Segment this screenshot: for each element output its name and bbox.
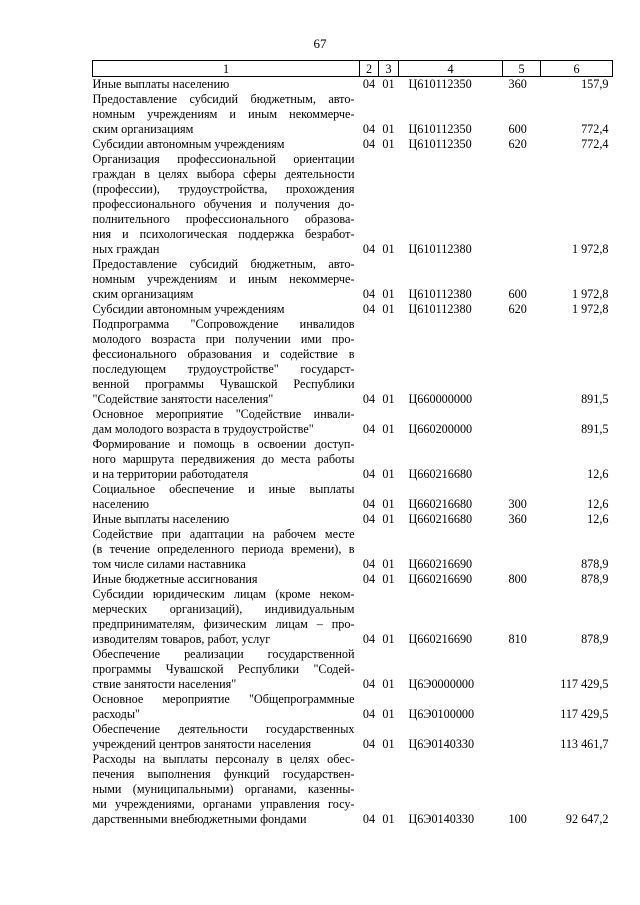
description-line: Социальное обеспечение и иные выплаты [92,482,355,496]
row-expense-type: 360 [508,77,527,91]
description-line: венной программы Чувашской Республики [92,377,355,391]
row-expense-type: 800 [508,572,527,586]
row-section-code: 04 [362,737,376,751]
row-amount: 117 429,5 [560,677,609,691]
description-line: "Содействие занятости населения" [92,392,274,406]
row-section-code: 04 [362,467,376,481]
description-line: учреждений центров занятости населения [92,737,312,751]
row-description [93,152,360,257]
row-subsection-code: 01 [382,302,395,316]
row-subsection-code: 01 [382,287,395,301]
row-expense-type: 100 [508,812,527,826]
row-section-code: 04 [362,632,376,646]
table-row [93,752,613,827]
description-line: ных граждан [92,242,160,256]
row-subsection-code: 01 [382,812,395,826]
row-target-article: Ц660216680 [408,497,473,511]
row-description [93,572,360,587]
description-line: (в течение определенного периода времени), в [92,542,355,556]
row-subsection-code: 01 [382,557,395,571]
row-description [93,257,360,302]
description-line: ским организациям [92,287,194,301]
row-subsection-code: 01 [382,497,395,511]
row-amount: 878,9 [581,632,609,646]
row-section-code: 04 [362,677,376,691]
table-row [93,437,613,482]
description-line: ствие занятости населения" [92,677,237,691]
row-section-code: 04 [362,122,376,136]
row-section-code: 04 [362,422,376,436]
description-line: последующем трудоустройстве" государст- [92,362,355,376]
table-row [93,302,613,317]
description-line: Организация профессиональной ориентации [92,152,355,166]
description-line: Иные выплаты населению [92,512,230,526]
description-line: программы Чувашской Республики "Содей- [92,662,355,676]
description-line: номным учреждениям и иным некоммерче- [92,107,355,121]
row-expense-type [503,527,541,572]
header-col-3: 3 [379,61,399,77]
description-line: печения выполнения функций государствен- [92,767,355,781]
row-expense-type [503,692,541,722]
row-section-code: 04 [362,572,376,586]
row-expense-type [503,722,541,752]
row-subsection-code: 01 [382,77,395,91]
row-target-article: Ц6Э0100000 [408,707,475,721]
row-subsection-code: 01 [382,632,395,646]
row-amount: 891,5 [581,422,609,436]
row-target-article: Ц610112350 [408,77,472,91]
table-row [93,512,613,527]
row-expense-type: 600 [508,122,527,136]
budget-table [92,60,613,827]
description-line: и на территории работодателя [92,467,249,481]
table-row [93,722,613,752]
row-expense-type: 620 [508,137,527,151]
table-header-row [93,61,613,77]
row-target-article: Ц660216680 [408,467,473,481]
description-line: ного маршрута передвижения до места работы [92,452,355,466]
row-expense-type [503,407,541,437]
row-subsection-code: 01 [382,137,395,151]
row-description [93,482,360,512]
description-line: профессионального обучения и получения до- [92,197,355,211]
row-target-article: Ц660216690 [408,557,473,571]
description-line: дам молодого возраста в трудоустройстве" [92,422,314,436]
description-line: (профессии), трудоустройства, прохождения [92,182,355,196]
row-subsection-code: 01 [382,512,395,526]
table-row [93,257,613,302]
table-row [93,572,613,587]
table-row [93,407,613,437]
header-col-1: 1 [93,61,360,77]
row-section-code: 04 [362,137,376,151]
row-description [93,437,360,482]
row-expense-type: 300 [508,497,527,511]
row-description [93,722,360,752]
table-row [93,152,613,257]
row-amount: 12,6 [587,497,609,511]
description-line: фессионального образования и содействие в [92,347,355,361]
row-amount: 117 429,5 [560,707,609,721]
header-col-4: 4 [399,61,503,77]
row-subsection-code: 01 [382,572,395,586]
page-number: 67 [313,36,327,51]
row-subsection-code: 01 [382,737,395,751]
row-expense-type: 810 [508,632,527,646]
row-target-article: Ц610112350 [408,137,472,151]
row-expense-type: 360 [508,512,527,526]
row-subsection-code: 01 [382,677,395,691]
row-expense-type [503,437,541,482]
description-line: том числе силами наставника [92,557,246,571]
description-line: расходы" [92,707,140,721]
row-target-article: Ц660200000 [408,422,473,436]
row-target-article: Ц6Э0140330 [408,812,475,826]
table-row [93,692,613,722]
row-subsection-code: 01 [382,242,395,256]
description-line: ми учреждениями, органами управления госу- [92,797,355,811]
row-subsection-code: 01 [382,467,395,481]
description-line: Формирование и помощь в освоении доступ- [92,437,355,451]
row-amount: 891,5 [581,392,609,406]
table-row [93,647,613,692]
row-amount: 878,9 [581,557,609,571]
description-line: изводителям товаров, работ, услуг [92,632,271,646]
row-amount: 1 972,8 [571,287,609,301]
row-section-code: 04 [362,242,376,256]
row-amount: 1 972,8 [571,242,609,256]
row-section-code: 04 [362,77,376,91]
description-line: номным учреждениям и иным некоммерче- [92,272,355,286]
row-amount: 92 647,2 [565,812,609,826]
row-target-article: Ц610112380 [408,287,472,301]
description-line: Субсидии автономным учреждениям [92,302,285,316]
description-line: предпринимателям, физическим лицам – про- [92,617,355,631]
row-target-article: Ц610112380 [408,242,472,256]
row-section-code: 04 [362,512,376,526]
description-line: Подпрограмма "Сопровождение инвалидов [92,317,355,331]
row-subsection-code: 01 [382,122,395,136]
header-col-2: 2 [360,61,379,77]
header-col-6: 6 [541,61,613,77]
description-line: ским организациям [92,122,194,136]
description-line: ния и психологическая поддержка безработ- [92,227,355,241]
row-amount: 772,4 [581,122,609,136]
row-description [93,587,360,647]
description-line: Предоставление субсидий бюджетным, авто- [92,92,355,106]
row-description [93,302,360,317]
row-amount: 157,9 [581,77,609,91]
table-row [93,317,613,407]
row-target-article: Ц610112350 [408,122,472,136]
row-section-code: 04 [362,392,376,406]
row-subsection-code: 01 [382,422,395,436]
row-target-article: Ц6Э0140330 [408,737,475,751]
row-target-article: Ц660216680 [408,512,473,526]
row-target-article: Ц660216690 [408,572,473,586]
row-description [93,77,360,93]
description-line: Расходы на выплаты персоналу в целях обес- [92,752,355,766]
row-target-article: Ц660216690 [408,632,473,646]
row-description [93,527,360,572]
row-description [93,317,360,407]
table-body [93,77,613,828]
row-subsection-code: 01 [382,392,395,406]
description-line: Предоставление субсидий бюджетным, авто- [92,257,355,271]
table-row [93,527,613,572]
description-line: Субсидии автономным учреждениям [92,137,285,151]
row-section-code: 04 [362,557,376,571]
description-line: Содействие при адаптации на рабочем месте [92,527,355,541]
table-row [93,482,613,512]
row-description [93,512,360,527]
description-line: мерческих организаций), индивидуальным [92,602,355,616]
row-amount: 878,9 [581,572,609,586]
description-line: Обеспечение деятельности государственных [92,722,355,736]
table-row [93,137,613,152]
table-row [93,587,613,647]
row-description [93,692,360,722]
row-description [93,137,360,152]
row-section-code: 04 [362,707,376,721]
description-line: Основное мероприятие "Общепрограммные [92,692,355,706]
header-col-5: 5 [503,61,541,77]
row-section-code: 04 [362,812,376,826]
description-line: Обеспечение реализации государственной [92,647,355,661]
description-line: Основное мероприятие "Содействие инвали- [92,407,355,421]
row-expense-type [503,317,541,407]
row-section-code: 04 [362,497,376,511]
row-target-article: Ц610112380 [408,302,472,316]
description-line: Иные бюджетные ассигнования [92,572,258,586]
row-subsection-code: 01 [382,707,395,721]
row-description [93,752,360,827]
row-target-article: Ц6Э0000000 [408,677,475,691]
description-line: Субсидии юридическим лицам (кроме неком- [92,587,355,601]
row-amount: 113 461,7 [560,737,609,751]
table-row [93,77,613,93]
description-line: полнительного профессионального образова- [92,212,355,226]
description-line: граждан в целях выбора сферы деятельности [92,167,355,181]
row-expense-type [503,647,541,692]
description-line: ными (муниципальными) органами, казенны- [92,782,355,796]
row-section-code: 04 [362,287,376,301]
description-line: населению [92,497,150,511]
description-line: молодого возраста при получении ими про- [92,332,355,346]
row-section-code: 04 [362,302,376,316]
row-amount: 12,6 [587,512,609,526]
row-description [93,407,360,437]
row-description [93,647,360,692]
table-row [93,92,613,137]
row-expense-type [503,152,541,257]
row-expense-type: 620 [508,302,527,316]
row-expense-type: 600 [508,287,527,301]
row-amount: 12,6 [587,467,609,481]
row-target-article: Ц660000000 [408,392,473,406]
row-amount: 772,4 [581,137,609,151]
row-amount: 1 972,8 [571,302,609,316]
row-description [93,92,360,137]
description-line: Иные выплаты населению [92,77,230,91]
description-line: дарственными внебюджетными фондами [92,812,307,826]
